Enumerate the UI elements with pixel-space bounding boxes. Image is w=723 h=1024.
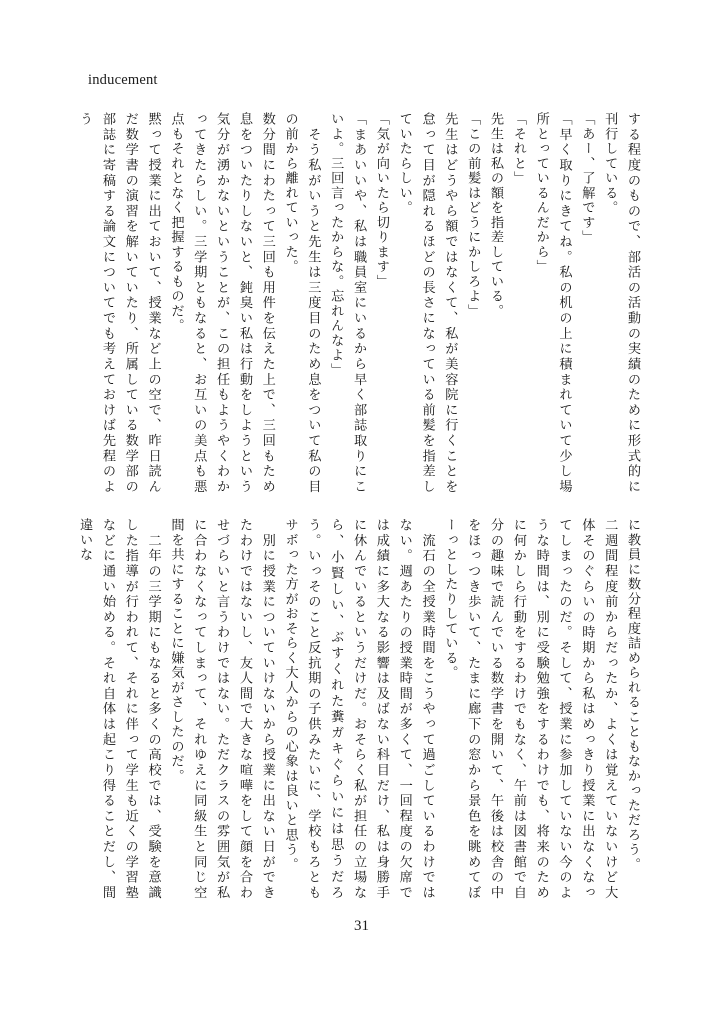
paragraph: 「それと」 xyxy=(510,112,526,186)
running-header: inducement xyxy=(88,72,158,88)
body-text-block-upper xyxy=(78,112,643,494)
paragraph: 「気が向いたら切ります」 xyxy=(373,112,389,289)
paragraph: 二週間程度前からだったか、よくは覚えていないけど大体そのぐらいの時期から私はめっきり授業に出なくなってしまったのだ。そして、授業に参加していない今のような時間は、別に受験勉強をするわけでも、将来のために何かしら行動をするわけでもなく、午前は図書館で自分の趣味で読んでいる数学書を開いて、午後は校舎の中をほっつき歩いて、たまに廊下の窓から景色を眺めてぼーっとしたりしている。 xyxy=(442,518,618,900)
paragraph: 流石の全授業時間をこうやって過ごしているわけではない。週あたりの授業時間が多くて、一回程度の欠席では成績に多大なる影響は及ばない科目だけ、私は身勝手に休んでいるというだけだ。おそらく私が担任の立場なら、小賢しい、ぶすくれた糞ガキぐらいには思うだろう。いっそのこと反抗期の子供みたいに、学校もろともサボった方がおそらく大人からの心象は良いと思う。 xyxy=(282,518,435,900)
paragraph: する程度のもので、部活の活動の実績のために形式的に刊行している。 xyxy=(602,112,640,494)
paragraph: 二年の三学期にもなると多くの高校では、受験を意識した指導が行われて、それに伴って学生も近くの学習塾などに通い始める。それ自体は起こり得ることだし、間違いな xyxy=(77,518,161,900)
paragraph: 黙って授業に出ておいて、授業など上の空で、昨日読んだ数学書の演習を解いていたり、所属している数学部の部誌に寄稿する論文についてでも考えておけば先程のよう xyxy=(77,112,161,494)
paragraph: 先生は私の額を指差している。 xyxy=(488,112,504,319)
paragraph: に教員に数分程度詰められることもなかっただろう。 xyxy=(625,518,640,872)
paragraph: 「早く取りにきてね。私の机の上に積まれていて少し場所とっているんだから」 xyxy=(533,112,572,494)
paragraph: 「あー、了解です」 xyxy=(579,112,595,245)
paragraph: 「まあいいや、私は職員室にいるから早く部誌取りにこいよ。三回言ったからな。忘れんなよ」 xyxy=(328,112,367,494)
paragraph: 数分間にわたって三回も用件を伝えた上で、三回もため息をついたりしないと、鈍臭い私は行動をしようという気分が湧かないということが、この担任もようやくわかってきたらしい。三学期ともなると、お互いの美点も悪点もそれとなく把握するものだ。 xyxy=(168,112,275,494)
paragraph: 先生はどうやら額ではなくて、私が美容院に行くことを怠って目が隠れるほどの長さになっている前髪を指差していたらしい。 xyxy=(396,112,458,494)
paragraph: 別に授業についていけないから授業に出ない日ができたわけではないし、友人間で大きな喧嘩をして顔を合わせづらいと言うわけではない。ただクラスの雰囲気が私に合わなくなってしまって、それゆえに同級生と同じ空間を共にすることに嫌気がさしたのだ。 xyxy=(168,518,275,900)
page-number: 31 xyxy=(354,918,369,934)
paragraph: 「この前髪はどうにかしろよ」 xyxy=(465,112,481,319)
paragraph: そう私がいうと先生は三度目のため息をついて私の目の前から離れていった。 xyxy=(282,112,321,494)
body-text-block-lower xyxy=(78,518,643,900)
